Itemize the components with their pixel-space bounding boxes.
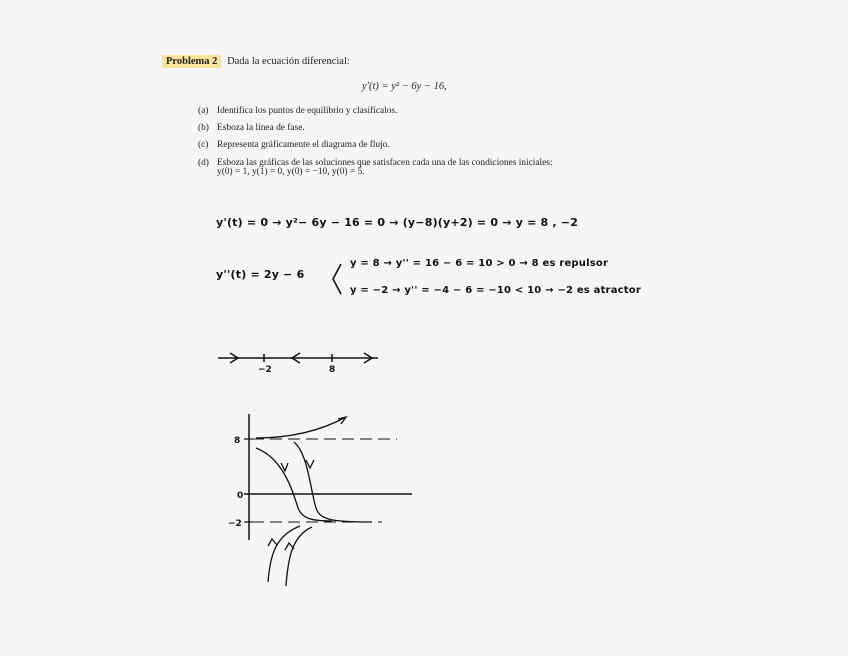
arrow-icon [268,539,277,546]
task-item [198,103,553,120]
solution-curve [294,442,372,522]
task-label: (c) [198,140,209,151]
task-item [198,137,553,154]
y-tick-label: 0 [237,491,244,501]
task-text: Esboza las gráficas de las soluciones que satisfacen cada una de las condiciones iniciales: [217,157,553,168]
solution-curve [256,448,332,521]
task-item [198,155,553,178]
flow-diagram [222,408,418,592]
second-derivative: y''(t) = 2y − 6 [216,268,305,281]
task-text: Identifica los puntos de equilibrio y clasifícalos. [217,106,398,116]
task-label: (b) [198,123,209,134]
solution-curve [286,527,312,586]
task-continuation: y(0) = 1, y(1) = 0, y(0) = −10, y(0) = 5. [217,166,365,177]
y-tick-label: −2 [228,519,242,529]
phase-tick-label: 8 [329,365,336,375]
task-text: Esboza la línea de fase. [217,123,305,134]
problem-statement [162,56,350,67]
task-label: (d) [198,157,209,168]
equilibrium-solution: y'(t) = 0 → y²− 6y − 16 = 0 → (y−8)(y+2) = 0 → y = 8 , −2 [216,216,579,229]
problem-intro: Dada la ecuación diferencial: [227,56,350,67]
phase-tick-label: −2 [258,365,272,375]
brace-icon [330,262,344,296]
task-text: Representa gráficamente el diagrama de flujo. [217,140,390,151]
problem-label: Problema 2 [162,55,221,68]
solution-curve [256,417,346,438]
task-label: (a) [198,106,209,116]
case-repulsor: y = 8 → y'' = 16 − 6 = 10 > 0 → 8 es repulsor [350,258,609,269]
solution-curve [268,526,300,582]
case-atractor: y = −2 → y'' = −4 − 6 = −10 < 10 → −2 es atractor [350,285,641,296]
y-tick-label: 8 [234,436,241,446]
phase-line [212,348,384,376]
differential-equation: y′(t) = y² − 6y − 16, [362,81,447,92]
task-item [198,120,553,137]
task-list [198,103,553,178]
